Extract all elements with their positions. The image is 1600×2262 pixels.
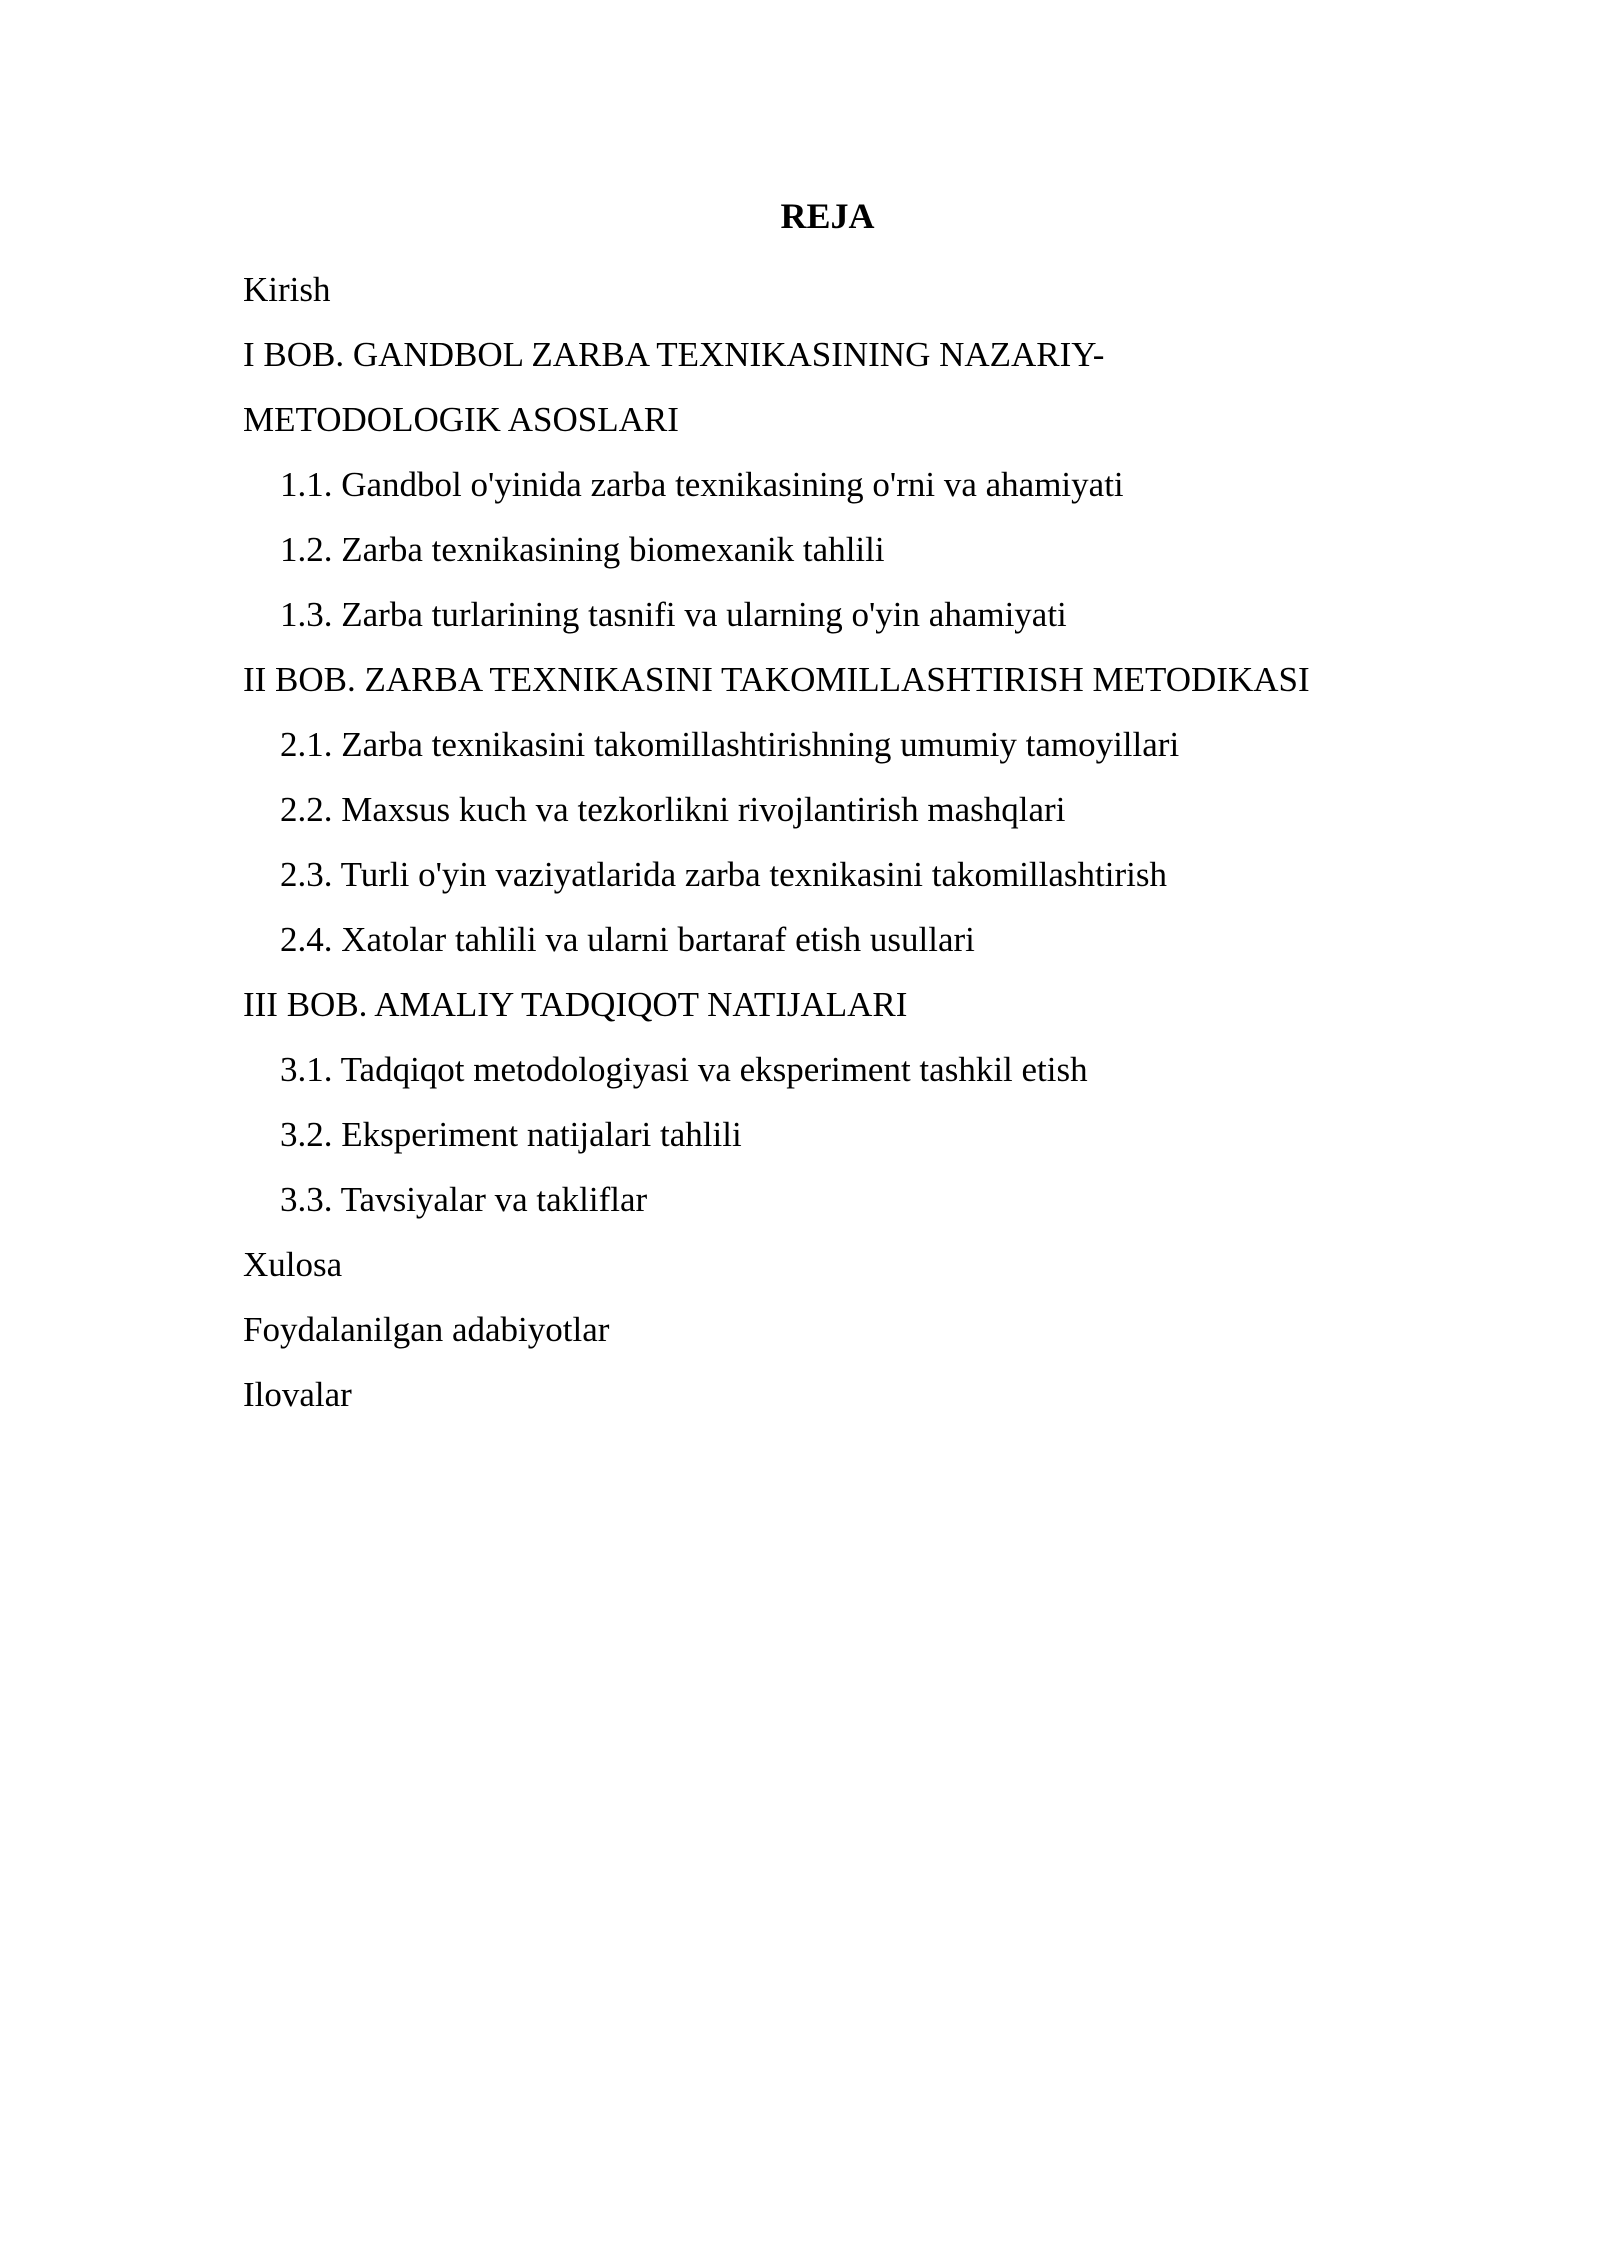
toc-section-3-2: 3.2. Eksperiment natijalari tahlili bbox=[280, 1115, 742, 1154]
toc-section-1-2: 1.2. Zarba texnikasining biomexanik tahlili bbox=[280, 530, 885, 569]
toc-chapter-3-heading: III BOB. AMALIY TADQIQOT NATIJALARI bbox=[243, 985, 908, 1024]
page-title: REJA bbox=[780, 196, 875, 236]
toc-section-2-1: 2.1. Zarba texnikasini takomillashtirishning umumiy tamoyillari bbox=[280, 725, 1180, 764]
toc-section-1-1: 1.1. Gandbol o'yinida zarba texnikasining o'rni va ahamiyati bbox=[280, 465, 1124, 504]
toc-chapter-1-heading-continued: METODOLOGIK ASOSLARI bbox=[243, 400, 679, 439]
toc-section-2-3: 2.3. Turli o'yin vaziyatlarida zarba texnikasini takomillashtirish bbox=[280, 855, 1167, 894]
toc-item-references: Foydalanilgan adabiyotlar bbox=[243, 1310, 610, 1349]
toc-item-conclusion: Xulosa bbox=[243, 1245, 343, 1284]
toc-chapter-1-heading: I BOB. GANDBOL ZARBA TEXNIKASINING NAZARIY- bbox=[243, 335, 1105, 374]
toc-section-2-2: 2.2. Maxsus kuch va tezkorlikni rivojlantirish mashqlari bbox=[280, 790, 1066, 829]
toc-chapter-2-heading: II BOB. ZARBA TEXNIKASINI TAKOMILLASHTIRISH METODIKASI bbox=[243, 660, 1310, 699]
toc-section-3-3: 3.3. Tavsiyalar va takliflar bbox=[280, 1180, 648, 1219]
toc-item-appendices: Ilovalar bbox=[243, 1375, 352, 1414]
toc-item-introduction: Kirish bbox=[243, 270, 331, 309]
toc-section-2-4: 2.4. Xatolar tahlili va ularni bartaraf etish usullari bbox=[280, 920, 975, 959]
toc-section-3-1: 3.1. Tadqiqot metodologiyasi va eksperiment tashkil etish bbox=[280, 1050, 1088, 1089]
toc-section-1-3: 1.3. Zarba turlarining tasnifi va ularning o'yin ahamiyati bbox=[280, 595, 1067, 634]
table-of-contents bbox=[243, 257, 1423, 1427]
